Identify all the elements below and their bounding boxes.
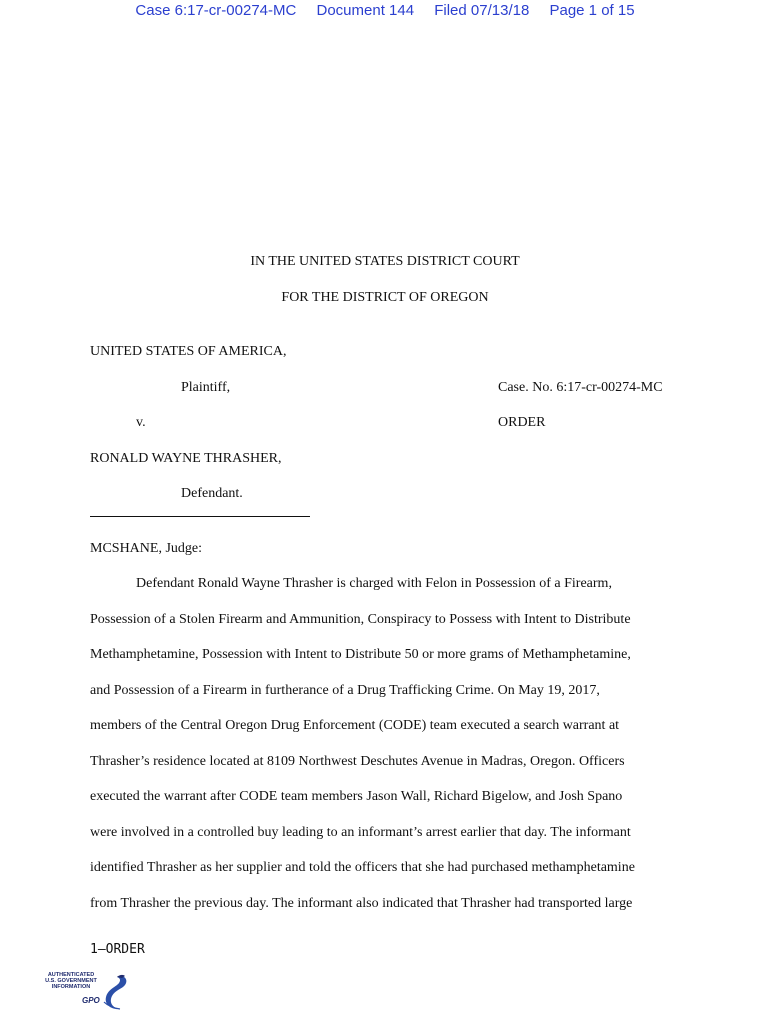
body-line: Thrasher’s residence located at 8109 Northwest Deschutes Avenue in Madras, Oregon. Officers — [90, 754, 625, 769]
gpo-logo-text: AUTHENTICATED U.S. GOVERNMENT INFORMATION — [45, 972, 97, 990]
ecf-header-stamp — [0, 2, 770, 19]
judge-heading: MCSHANE, Judge: — [90, 541, 203, 556]
defendant-name: RONALD WAYNE THRASHER, — [90, 451, 282, 466]
body-line: Methamphetamine, Possession with Intent to Distribute 50 or more grams of Methamphetamine, — [90, 647, 631, 662]
court-title: IN THE UNITED STATES DISTRICT COURT — [250, 254, 520, 269]
body-line: were involved in a controlled buy leading to an informant’s arrest earlier that day. The informant — [90, 825, 631, 840]
plaintiff-role: Plaintiff, — [181, 380, 231, 395]
case-number: Case. No. 6:17-cr-00274-MC — [498, 380, 663, 395]
document-type: ORDER — [498, 415, 546, 430]
eagle-icon — [98, 972, 130, 1012]
plaintiff-name: UNITED STATES OF AMERICA, — [90, 344, 287, 359]
court-district: FOR THE DISTRICT OF OREGON — [281, 290, 489, 305]
caption-divider — [90, 516, 310, 517]
versus: v. — [136, 415, 146, 430]
defendant-role: Defendant. — [181, 486, 243, 501]
page-footer-order: 1—ORDER — [90, 942, 145, 957]
body-line: and Possession of a Firearm in furtherance of a Drug Trafficking Crime. On May 19, 2017, — [90, 683, 600, 698]
body-line: Possession of a Stolen Firearm and Ammunition, Conspiracy to Possess with Intent to Distribute — [90, 612, 631, 627]
body-line: identified Thrasher as her supplier and told the officers that she had purchased methamphetamine — [90, 860, 635, 875]
body-line: Defendant Ronald Wayne Thrasher is charged with Felon in Possession of a Firearm, — [136, 576, 612, 591]
gpo-authentication-logo — [40, 972, 140, 1016]
header-page-count: Page 1 of 15 — [549, 2, 635, 19]
header-filed-date: Filed 07/13/18 — [434, 2, 530, 19]
body-line: members of the Central Oregon Drug Enforcement (CODE) team executed a search warrant at — [90, 718, 620, 733]
gpo-logo-mark: GPO — [82, 996, 100, 1005]
body-line: from Thrasher the previous day. The informant also indicated that Thrasher had transported large — [90, 896, 633, 911]
header-document-number: Document 144 — [316, 2, 415, 19]
body-line: executed the warrant after CODE team members Jason Wall, Richard Bigelow, and Josh Spano — [90, 789, 623, 804]
header-case-number: Case 6:17-cr-00274-MC — [135, 2, 297, 19]
